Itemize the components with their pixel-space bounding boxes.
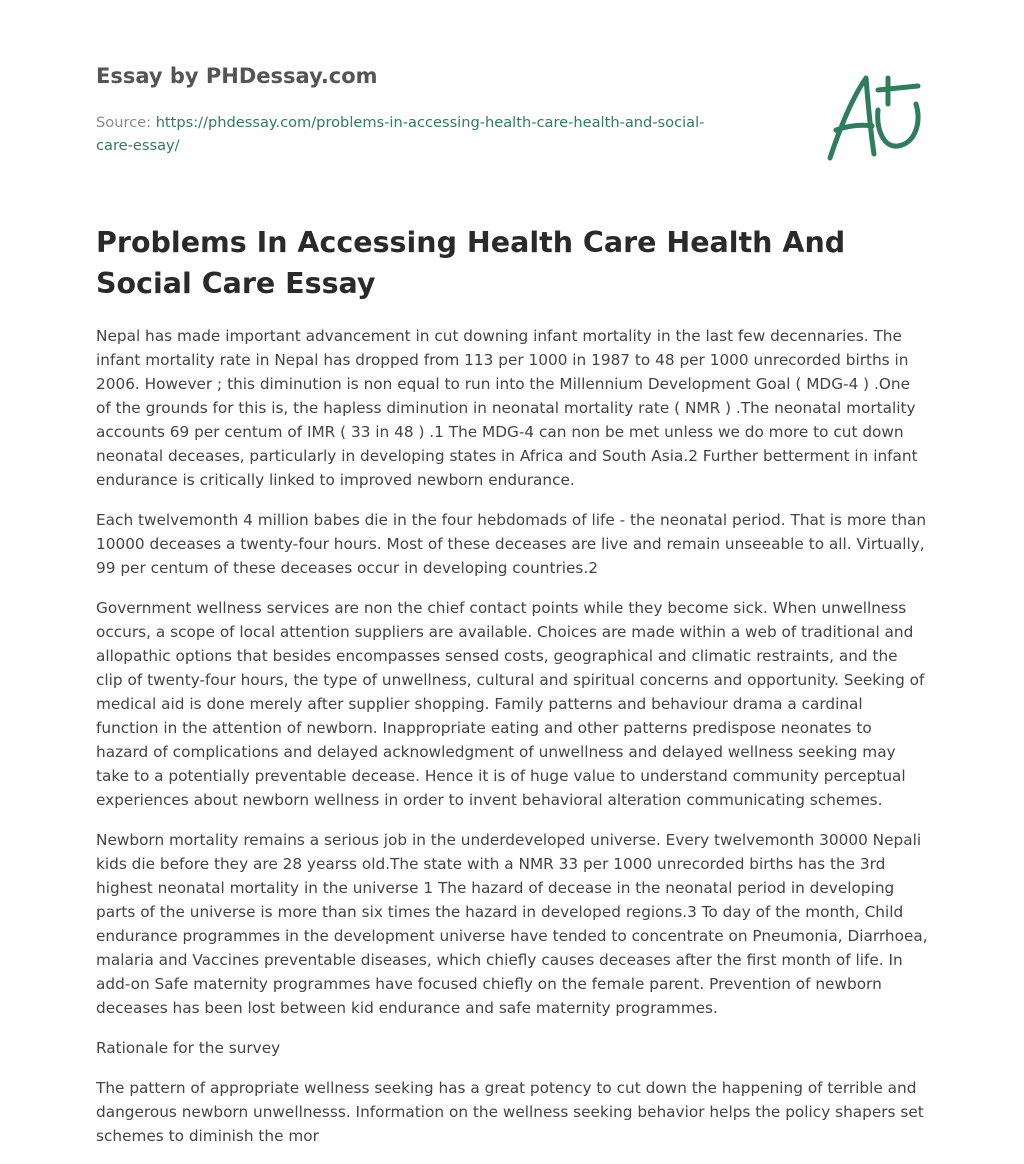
paragraph: The pattern of appropriate wellness seeking has a great potency to cut down the happening of terrible and dangerous newborn unwellnesss. Information on the wellness seeking behavior helps the policy shapers set schemes to diminish the mor xyxy=(96,1079,924,1145)
paragraph: Government wellness services are non the chief contact points while they become sick. When unwellness occurs, a scope of local attention suppliers are available. Choices are made within a web of traditional and allopathic options that besides encompasses sensed costs, geographical and climatic restraints, and the clip of twenty-four hours, the type of unwellness, cultural and spiritual concerns and opportunity. Seeking of medical aid is done merely after supplier shopping. Family patterns and behaviour drama a cardinal function in the attention of newborn. Inappropriate eating and other patterns predispose neonates to hazard of complications and delayed acknowledgment of unwellness and delayed wellness seeking may take to a potentially preventable decease. Hence it is of huge value to understand community perceptual experiences about newborn wellness in order to invent behavioral alteration communicating schemes. xyxy=(96,599,925,809)
paragraph: Nepal has made important advancement in cut downing infant mortality in the last few decennaries. The infant mortality rate in Nepal has dropped from 113 per 1000 in 1987 to 48 per 1000 unrecorded births in 2006. However ; this diminution is non equal to run into the Millennium Development Goal ( MDG-4 ) .One of the grounds for this is, the hapless diminution in neonatal mortality rate ( NMR ) .The neonatal mortality accounts 69 per centum of IMR ( 33 in 48 ) .1 The MDG-4 can non be met unless we do more to cut down neonatal deceases, particularly in developing states in Africa and South Asia.2 Further betterment in infant endurance is critically linked to improved newborn endurance. xyxy=(96,327,918,489)
paragraph: Newborn mortality remains a serious job in the underdeveloped universe. Every twelvemonth 30000 Nepali kids die before they are 28 yearss old.The state with a NMR 33 per 1000 unrecorded births has the 3rd highest neonatal mortality in the universe 1 The hazard of decease in the neonatal period in developing parts of the universe is more than six times the hazard in developed regions.3 To day of the month, Child endurance programmes in the development universe have tended to concentrate on Pneumonia, Diarrhoea, malaria and Vaccines preventable diseases, which chiefly causes deceases after the first month of life. In add-on Safe maternity programmes have focused chiefly on the female parent. Prevention of newborn deceases has been lost between kid endurance and safe maternity programmes. xyxy=(96,831,928,1017)
source-label: Source: xyxy=(96,114,156,131)
section-heading: Rationale for the survey xyxy=(96,1039,281,1057)
source-line xyxy=(96,111,736,157)
source-link[interactable]: https://phdessay.com/problems-in-accessing-health-care-health-and-social-care-essay/ xyxy=(96,114,705,154)
essay-title: Problems In Accessing Health Care Health And Social Care Essay xyxy=(96,226,846,300)
essay-body xyxy=(96,324,928,1164)
site-brand: Essay by PHDessay.com xyxy=(96,64,378,88)
paragraph: Each twelvemonth 4 million babes die in the four hebdomads of life - the neonatal period. That is more than 10000 deceases a twenty-four hours. Most of these deceases are live and remain unseeable to all. Virtually, 99 per centum of these deceases occur in developing countries.2 xyxy=(96,511,927,577)
a-plus-logo-icon xyxy=(822,68,930,166)
